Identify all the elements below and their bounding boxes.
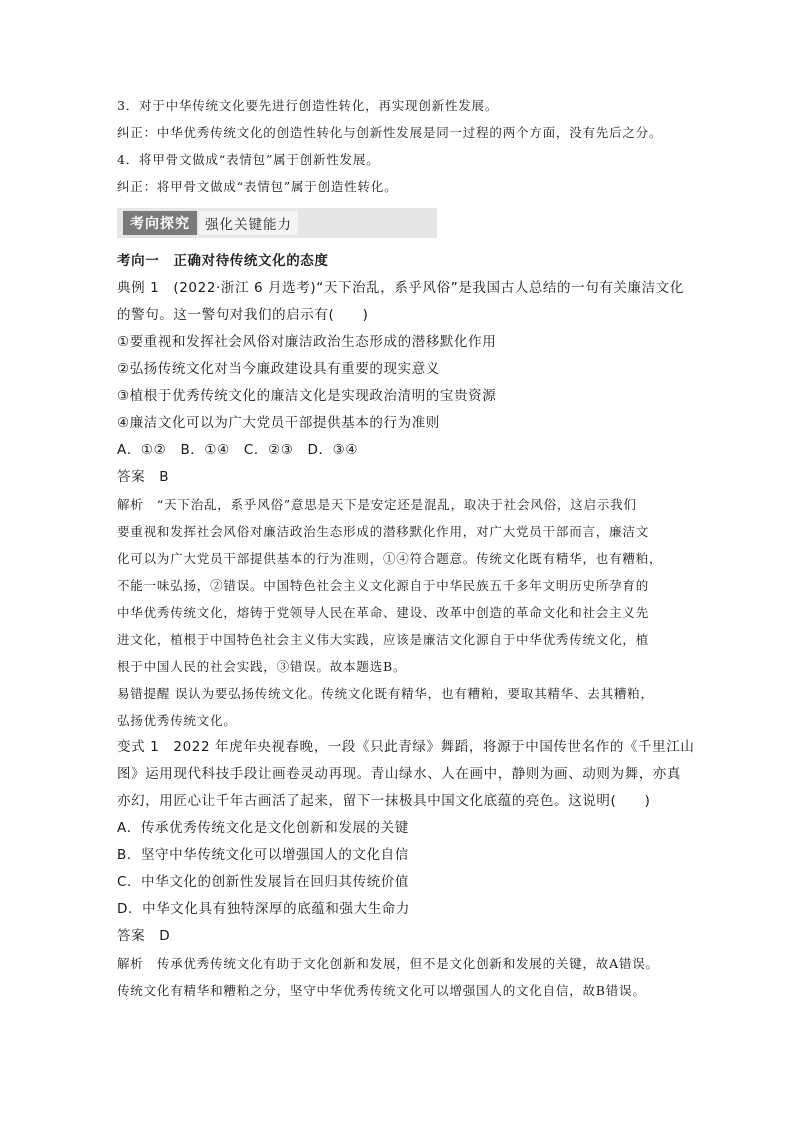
error-reminder-line: 易错提醒 误认为要弘扬传统文化。传统文化既有精华，也有糟粕，要取其精华、去其糟粕， (117, 686, 654, 701)
analysis-line: 传统文化有精华和糟粕之分，坚守中华优秀传统文化可以增强国人的文化自信，故B错误。 (117, 983, 646, 998)
analysis-line: 中华优秀传统文化，熔铸于党领导人民在革命、建设、改革中创造的革命文化和社会主义先 (117, 605, 650, 620)
variant-stem-line: 变式 1 2022 年虎年央视春晚，一段《只此青绿》舞蹈，将源于中国传世名作的《千里江山 (117, 739, 695, 755)
variant-stem-line: 图》运用现代科技手段让画卷灵动再现。青山绿水、人在画中，静则为画、动则为舞，亦真 (117, 766, 681, 782)
variant-option: A．传承优秀传统文化是文化创新和发展的关键 (117, 820, 409, 836)
example-item: ③植根于优秀传统文化的廉洁文化是实现政治清明的宝贵资源 (117, 388, 497, 404)
section-title: 考向一 正确对待传统文化的态度 (117, 253, 329, 269)
example-answer: 答案 B (117, 469, 170, 485)
analysis-line: 化可以为广大党员干部提供基本的行为准则，①④符合题意。传统文化既有精华，也有糟粕， (117, 551, 663, 566)
variant-option: D．中华文化具有独特深厚的底蕴和强大生命力 (117, 901, 410, 917)
notes-block (117, 92, 677, 200)
analysis-line: 进文化，植根于中国特色社会主义伟大实践，应该是廉洁文化源自于中华优秀传统文化，植 (117, 632, 650, 647)
analysis-line: 要重视和发挥社会风俗对廉洁政治生态形成的潜移默化作用，对广大党员干部而言，廉洁文 (117, 524, 650, 539)
variant-stem-line: 亦幻，用匠心让千年古画活了起来，留下一抹极具中国文化底蕴的亮色。这说明( ) (117, 793, 651, 809)
variant-option: B．坚守中华传统文化可以增强国人的文化自信 (117, 847, 409, 863)
note-4: 4．将甲骨文做成“表情包”属于创新性发展。 (117, 152, 380, 167)
example-1 (117, 275, 684, 734)
analysis-line: 根于中国人民的社会实践，③错误。故本题选B。 (117, 659, 407, 674)
document-page (117, 92, 695, 1004)
example-item: ①要重视和发挥社会风俗对廉洁政治生态形成的潜移默化作用 (117, 334, 497, 350)
example-stem-line: 的警句。这一警句对我们的启示有( ) (117, 307, 369, 323)
variant-answer: 答案 D (117, 928, 171, 944)
analysis-line: 解析 “天下治乱，系乎风俗”意思是天下是安定还是混乱，取决于社会风俗，这启示我们 (117, 497, 637, 512)
variant-option: C．中华文化的创新性发展旨在回归其传统价值 (117, 874, 410, 890)
error-reminder-line: 弘扬优秀传统文化。 (117, 713, 237, 728)
analysis-line: 解析 传承优秀传统文化有助于文化创新和发展，但不是文化创新和发展的关键，故A错误。 (117, 956, 659, 971)
note-3-correction: 纠正：中华优秀传统文化的创造性转化与创新性发展是同一过程的两个方面，没有先后之分。 (117, 125, 663, 140)
example-stem-line: 典例 1 (2022·浙江 6 月选考)“天下治乱，系乎风俗”是我国古人总结的一句有关廉洁文化 (117, 280, 684, 296)
example-options: A．①② B．①④ C．②③ D．③④ (117, 442, 359, 458)
analysis-line: 不能一味弘扬，②错误。中国特色社会主义文化源自于中华民族五千多年文明历史所孕育的 (117, 578, 650, 593)
banner-label-left: 考向探究 (123, 211, 197, 235)
example-item: ④廉洁文化可以为广大党员干部提供基本的行为准则 (117, 415, 440, 431)
banner-label-right: 强化关键能力 (199, 211, 298, 235)
note-3: 3．对于中华传统文化要先进行创造性转化，再实现创新性发展。 (117, 98, 499, 113)
note-4-correction: 纠正：将甲骨文做成“表情包”属于创造性转化。 (117, 179, 398, 194)
example-item: ②弘扬传统文化对当今廉政建设具有重要的现实意义 (117, 361, 440, 377)
variant-1 (117, 734, 695, 1004)
section-banner (117, 208, 437, 238)
